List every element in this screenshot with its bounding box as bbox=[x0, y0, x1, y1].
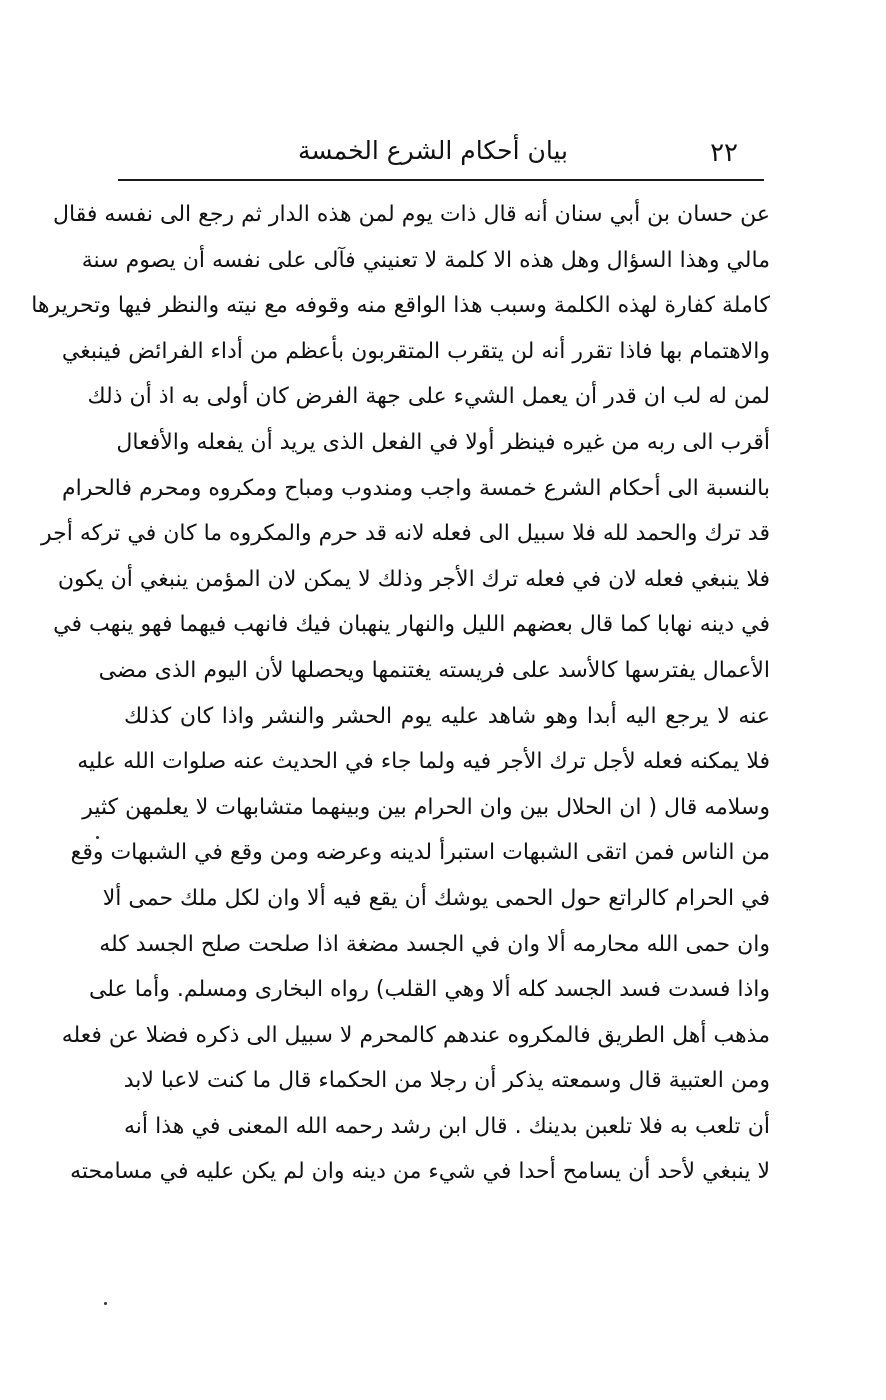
text-line: في دينه نهابا كما قال بعضهم الليل والنهار ينهبان فيك فانهب فيهما فهو ينهب في bbox=[53, 612, 770, 638]
page-number: ٢٢ bbox=[710, 138, 738, 168]
text-line: أن تلعب به فلا تلعبن بدينك . قال ابن رشد رحمه الله المعنى في هذا أنه bbox=[124, 1113, 770, 1139]
text-line: أقرب الى ربه من غيره فينظر أولا في الفعل الذى يريد أن يفعله والأفعال bbox=[116, 429, 770, 455]
text-line: فلا ينبغي فعله لان في فعله ترك الأجر وذلك لا يمكن لان المؤمن ينبغي أن يكون bbox=[57, 566, 770, 592]
text-line: لمن له لب ان قدر أن يعمل الشيء على جهة الفرض كان أولى به اذ أن ذلك bbox=[87, 384, 770, 410]
text-line: الأعمال يفترسها كالأسد على فريسته يغتنمها ويحصلها لأن اليوم الذى مضى bbox=[98, 657, 770, 683]
text-line: في الحرام كالراتع حول الحمى يوشك أن يقع فيه ألا وان لكل ملك حمى ألا bbox=[102, 885, 770, 911]
text-line: واذا فسدت فسد الجسد كله ألا وهي القلب) رواه البخارى ومسلم. وأما على bbox=[88, 977, 770, 1003]
text-line: وان حمى الله محارمه ألا وان في الجسد مضغة اذا صلحت صلح الجسد كله bbox=[99, 931, 770, 957]
text-line: من الناس فمن اتقى الشبهات استبرأ لدينه وعرضه ومن وقع في الشبهات وقع bbox=[70, 840, 770, 866]
text-line: وسلامه قال ( ان الحلال بين وان الحرام بين وبينهما متشابهات لا يعلمهن كثير bbox=[82, 794, 770, 820]
text-line: والاهتمام بها فاذا تقرر أنه لن يتقرب المتقربون بأعظم من أداء الفرائض فينبغي bbox=[61, 338, 770, 364]
scan-speck bbox=[104, 1302, 107, 1305]
text-line: مذهب أهل الطريق فالمكروه عندهم كالمحرم لا سبيل الى ذكره فضلا عن فعله bbox=[61, 1022, 770, 1048]
body-text bbox=[31, 192, 770, 1195]
text-line: ومن العتبية قال وسمعته يذكر أن رجلا من الحكماء قال ما كنت لاعبا لابد bbox=[123, 1068, 770, 1094]
text-line: بالنسبة الى أحكام الشرع خمسة واجب ومندوب ومباح ومكروه ومحرم فالحرام bbox=[62, 475, 770, 501]
header-rule bbox=[118, 179, 764, 181]
text-line: مالي وهذا السؤال وهل هذه الا كلمة لا تعنيني فآلى على نفسه أن يصوم سنة bbox=[81, 247, 770, 273]
running-header bbox=[118, 128, 768, 180]
text-line: عن حسان بن أبي سنان أنه قال ذات يوم لمن هذه الدار ثم رجع الى نفسه فقال bbox=[53, 202, 770, 227]
text-line: قد ترك والحمد لله فلا سبيل الى فعله لانه قد حرم والمكروه ما كان في تركه أجر bbox=[41, 521, 770, 547]
running-title: بيان أحكام الشرع الخمسة bbox=[297, 136, 568, 165]
scan-speck bbox=[96, 836, 99, 839]
text-line: لا ينبغي لأحد أن يسامح أحدا في شيء من دينه وان لم يكن عليه في مسامحته bbox=[70, 1159, 770, 1185]
text-line: كاملة كفارة لهذه الكلمة وسبب هذا الواقع منه وقوفه مع نيته والنظر فيها وتحريرها bbox=[31, 293, 770, 319]
text-line: فلا يمكنه فعله لأجل ترك الأجر فيه ولما جاء في الحديث عنه صلوات الله عليه bbox=[77, 749, 770, 775]
text-line: عنه لا يرجع اليه أبدا وهو شاهد عليه يوم الحشر والنشر واذا كان كذلك bbox=[124, 703, 770, 729]
